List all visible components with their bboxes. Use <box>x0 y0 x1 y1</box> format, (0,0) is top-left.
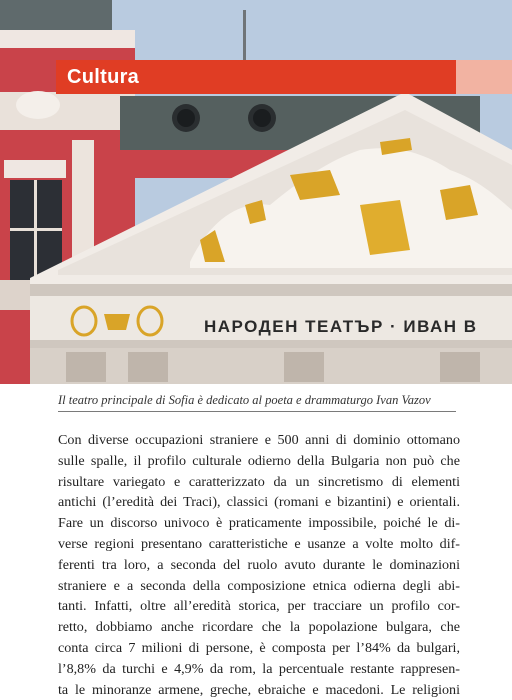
body-line: tanti. Infatti, oltre all’eredità storica, per tracciare un profilo cor- <box>58 598 460 615</box>
facade-inscription: НАРОДЕН ТЕАТЪР · ИВАН В <box>204 317 478 336</box>
body-line: Con diverse occupazioni straniere e 500 anni di dominio ottomano <box>58 432 460 448</box>
section-title: Cultura <box>67 66 140 88</box>
body-line: sulle spalle, il profilo culturale odierno della Bulgaria non può che <box>58 452 460 469</box>
body-line: straniere e a seconda della composizione etnica odierna degli abi- <box>58 577 460 594</box>
body-line: verse regioni presentano caratteristiche e usanze a volte molto dif- <box>58 535 460 552</box>
body-line: risultare variegato e caratterizzato da un sincretismo di elementi <box>58 473 460 490</box>
body-line: conta circa 7 milioni di persone, è composta per l’84% da bulgari, <box>58 639 460 656</box>
body-line: antichi (l’eredità dei Traci), classici (romani e bizantini) e orientali. <box>58 494 460 511</box>
body-line: Fare un discorso univoco è praticamente impossibile, poiché le di- <box>58 515 460 532</box>
section-banner-tail <box>456 60 512 94</box>
body-line: retto, dobbiamo anche ricordare che la popolazione bulgara, che <box>58 619 460 636</box>
body-line: l’8,8% da turchi e 4,9% da rom, la percentuale restante rappresen- <box>58 660 460 677</box>
body-text <box>58 430 460 700</box>
body-line: ta le minoranze armene, greche, ebraiche e macedoni. Le religioni <box>58 681 460 698</box>
body-line: ferenti tra loro, a seconda del ruolo avuto durante le dominazioni <box>58 556 460 573</box>
photo-caption: Il teatro principale di Sofia è dedicato al poeta e drammaturgo Ivan Vazov <box>58 392 456 412</box>
